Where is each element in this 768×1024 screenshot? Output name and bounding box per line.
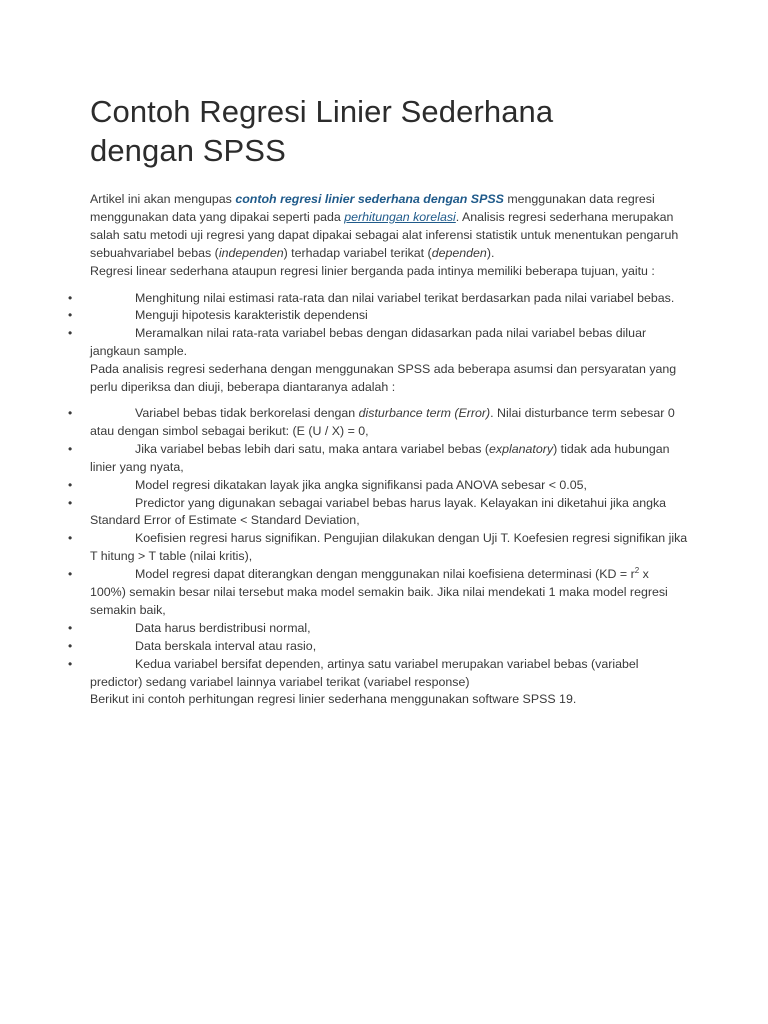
bullet-icon: • — [68, 441, 73, 456]
intro-italic: dependen — [431, 245, 487, 260]
list-item-italic: explanatory — [489, 441, 554, 456]
list-item-text: Model regresi dapat diterangkan dengan menggunakan nilai koefisiena determinasi (KD = r — [135, 567, 635, 582]
list-item — [68, 325, 688, 397]
link-perhitungan-korelasi[interactable]: perhitungan korelasi — [344, 209, 456, 224]
list-item-text: Koefisien regresi harus signifikan. Pengujian dilakukan dengan Uji T. Koefesien regresi signifikan jika T hitung > T table (nilai kritis), — [90, 531, 688, 564]
list-item — [68, 656, 688, 710]
list-item — [68, 290, 688, 308]
purpose-list — [68, 290, 688, 397]
list-item-text: Meramalkan nilai rata-rata variabel bebas dengan didasarkan pada nilai variabel bebas diluar jangkaun sample. — [90, 326, 647, 359]
list-item — [68, 405, 688, 441]
intro-text: Artikel ini akan mengupas — [90, 192, 236, 206]
superscript: 2 — [634, 566, 640, 575]
bullet-icon: • — [68, 531, 73, 546]
list-continuation-text: Pada analisis regresi sederhana dengan menggunakan SPSS ada beberapa asumsi dan persyaratan yang perlu diperiksa dan diuji, beberapa diantaranya adalah : — [90, 362, 677, 395]
list-item-text: ) tidak ada hubungan linier yang nyata, — [90, 441, 670, 474]
link-contoh-regresi[interactable]: contoh regresi linier sederhana dengan SPSS — [235, 192, 504, 206]
list-item-text: Predictor yang digunakan sebagai variabel bebas harus layak. Kelayakan ini diketahui jika angka Standard Error of Estimate < Standard Deviation, — [90, 495, 667, 528]
bullet-icon: • — [68, 290, 73, 305]
list-item-italic: disturbance term (Error) — [358, 405, 491, 420]
intro-text: menggunakan data regresi menggunakan data yang dipakai seperti pada — [90, 192, 655, 224]
intro-text: Regresi linear sederhana ataupun regresi linier berganda pada intinya memiliki beberapa tujuan, yaitu : — [90, 263, 655, 278]
list-item-text: Menghitung nilai estimasi rata-rata dan nilai variabel terikat berdasarkan pada nilai variabel bebas. — [135, 290, 675, 305]
list-item — [68, 620, 688, 638]
list-item — [68, 566, 688, 620]
list-item-text: . Nilai disturbance term sebesar 0 atau dengan simbol sebagai berikut: (E (U / X) = 0, — [90, 405, 675, 438]
list-item — [68, 441, 688, 477]
list-item-text: Jika variabel bebas lebih dari satu, maka antara variabel bebas ( — [135, 441, 490, 456]
intro-text: ) terhadap variabel terikat ( — [283, 245, 432, 260]
bullet-icon: • — [68, 477, 73, 492]
bullet-icon: • — [68, 567, 73, 582]
intro-text: . Analisis regresi sederhana merupakan salah satu metodi uji regresi yang dapat dipakai sebagai alat inferensi statistik untuk menentukan pengaruh sebuahvariabel bebas ( — [90, 209, 679, 260]
list-item — [68, 495, 688, 531]
page-title — [90, 92, 688, 170]
intro-paragraph — [90, 191, 688, 281]
list-item — [68, 530, 688, 566]
list-item-text: x 100%) semakin besar nilai tersebut maka model semakin baik. Jika nilai mendekati 1 maka model regresi semakin baik, — [90, 567, 668, 617]
bullet-icon: • — [68, 638, 73, 653]
list-item — [68, 638, 688, 656]
title-line-2: dengan SPSS — [90, 133, 286, 168]
list-item-text: Data berskala interval atau rasio, — [135, 638, 317, 653]
list-item-text: Kedua variabel bersifat dependen, artinya satu variabel merupakan variabel bebas (variabel predictor) sedang variabel lainnya variabel terikat (variabel response) — [90, 656, 639, 689]
bullet-icon: • — [68, 308, 73, 323]
intro-text: ). — [486, 245, 495, 260]
assumption-list — [68, 405, 688, 709]
intro-italic: independen — [218, 245, 284, 260]
list-item — [68, 307, 688, 325]
list-item-text: Data harus berdistribusi normal, — [135, 620, 311, 635]
list-item — [68, 477, 688, 495]
title-line-1: Contoh Regresi Linier Sederhana — [90, 94, 554, 129]
list-item-text: Variabel bebas tidak berkorelasi dengan — [135, 405, 359, 420]
bullet-icon: • — [68, 656, 73, 671]
bullet-icon: • — [68, 405, 73, 420]
bullet-icon: • — [68, 495, 73, 510]
list-item-text: Menguji hipotesis karakteristik dependensi — [135, 308, 368, 323]
bullet-icon: • — [68, 620, 73, 635]
closing-text: Berikut ini contoh perhitungan regresi linier sederhana menggunakan software SPSS 19. — [90, 692, 577, 707]
list-item-text: Model regresi dikatakan layak jika angka signifikansi pada ANOVA sebesar < 0.05, — [135, 477, 587, 492]
bullet-icon: • — [68, 326, 73, 341]
